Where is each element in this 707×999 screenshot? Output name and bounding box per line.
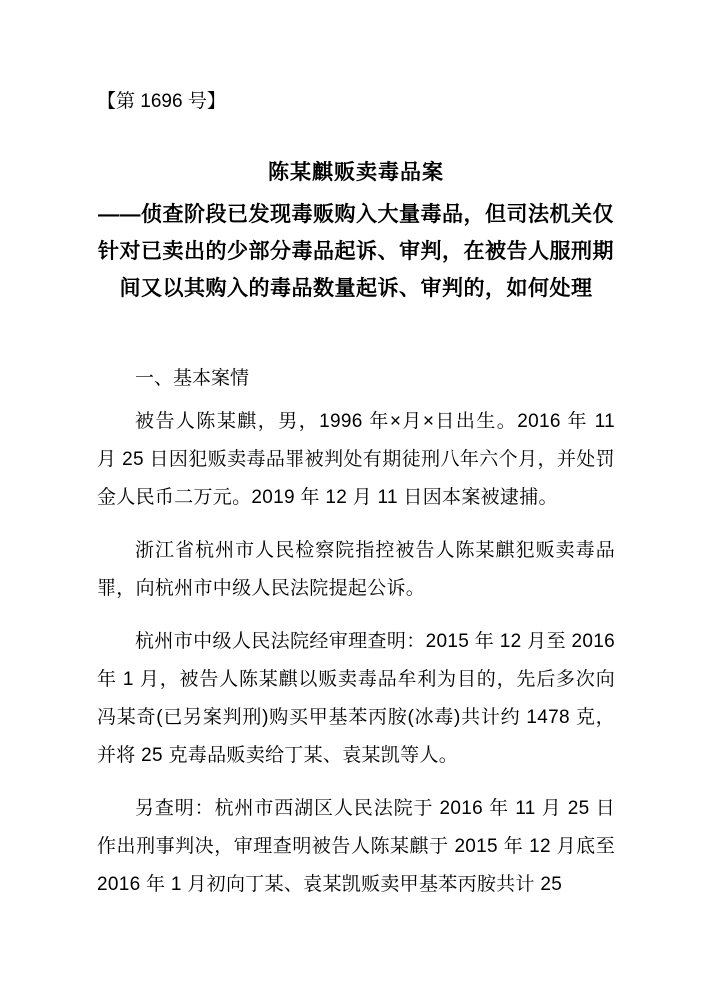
doc-number: 【第 1696 号】 [97,91,226,112]
paragraph-court-findings: 杭州市中级人民法院经审理查明：2015 年 12 月至 2016 年 1 月，被告人陈某麒以贩卖毒品牟利为目的，先后多次向冯某奇(已另案判刑)购买甲基苯丙胺(冰毒)共计约 1478 克，并将 25 克毒品贩卖给丁某、袁某凯等人。 [97,631,615,766]
paragraph-additional-findings: 另查明：杭州市西湖区人民法院于 2016 年 11 月 25 日作出刑事判决，审理查明被告人陈某麒于 2015 年 12 月底至 2016 年 1 月初向丁某、袁某凯贩卖甲基苯丙胺共计 25 [97,798,615,895]
section-heading-basic-facts: 一、基本案情 [135,368,250,389]
case-title: 陈某麒贩卖毒品案 [268,161,444,184]
case-subtitle: ——侦查阶段已发现毒贩购入大量毒品，但司法机关仅针对已卖出的少部分毒品起诉、审判，在被告人服刑期间又以其购入的毒品数量起诉、审判的，如何处理 [98,203,614,300]
paragraph-prosecution: 浙江省杭州市人民检察院指控被告人陈某麒犯贩卖毒品罪，向杭州市中级人民法院提起公诉。 [97,540,615,599]
paragraph-defendant-info: 被告人陈某麒，男，1996 年×月×日出生。2016 年 11 月 25 日因犯贩卖毒品罪被判处有期徒刑八年六个月，并处罚金人民币二万元。2019 年 12 月 11 日因本案被逮捕。 [97,411,615,508]
